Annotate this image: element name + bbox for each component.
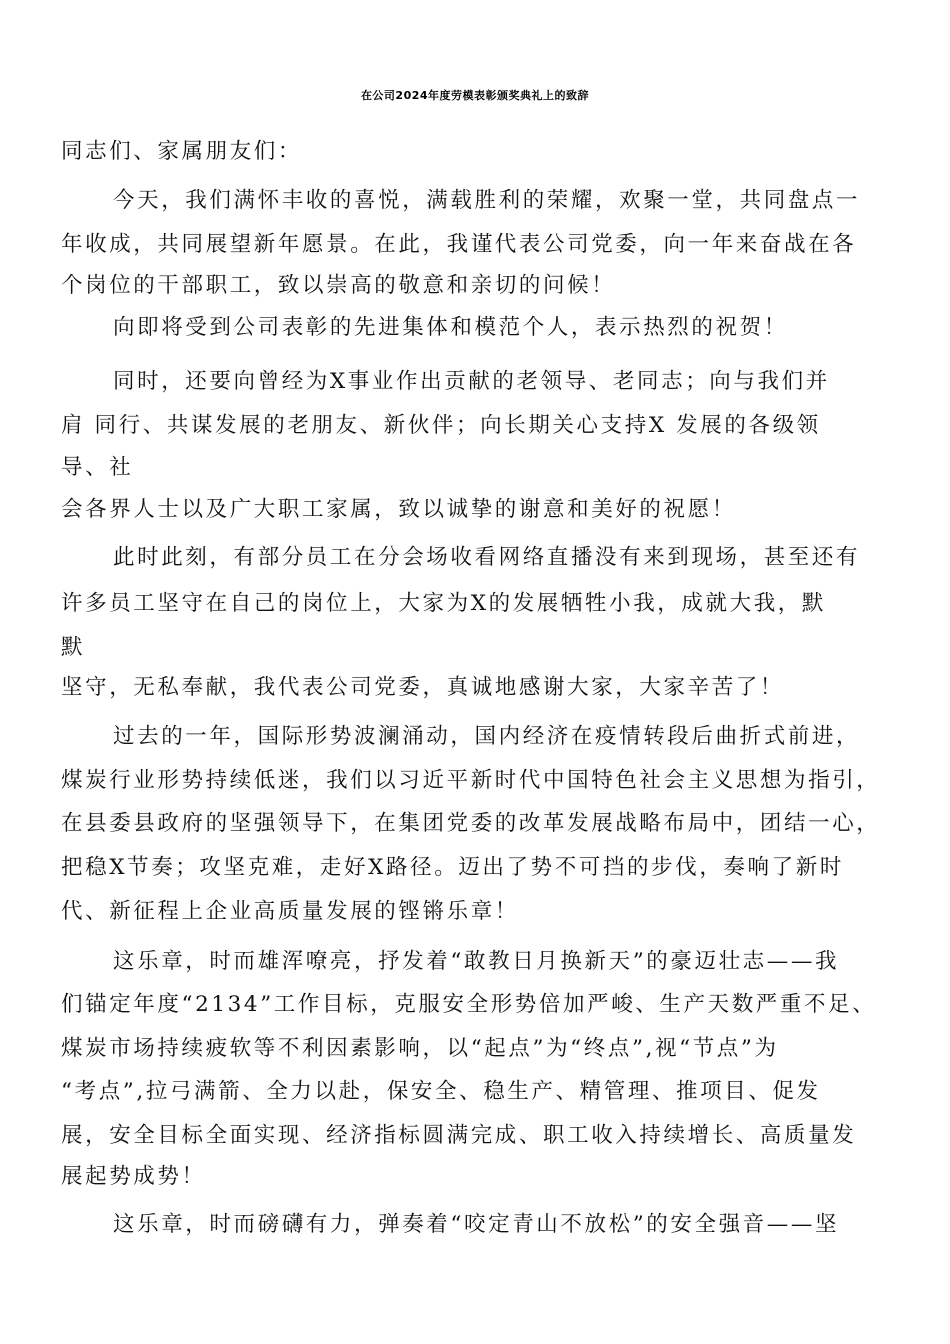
text-line: 这乐章，时而磅礴有力，弹奏着“咬定青山不放松”的安全强音——坚: [113, 1212, 840, 1237]
text-line: 导、社: [61, 455, 134, 480]
text-line: 坚守，无私奉献，我代表公司党委，真诚地感谢大家，大家辛苦了！: [61, 675, 785, 700]
text-line: 展起势成势！: [61, 1164, 206, 1189]
text-line: 煤炭市场持续疲软等不利因素影响，以“起点”为“终点”,视“节点”为: [61, 1036, 779, 1061]
text-line: 们锚定年度“2134”工作目标，克服安全形势倍加严峻、生产天数严重不足、: [61, 992, 877, 1017]
text-line: “考点”,拉弓满箭、全力以赴，保安全、稳生产、精管理、推项目、促发: [61, 1079, 821, 1104]
text-line: 在县委县政府的坚强领导下，在集团党委的改革发展战略布局中，团结一心，: [61, 811, 881, 836]
text-line: 肩 同行、共谋发展的老朋友、新伙伴；向长期关心支持X 发展的各级领: [61, 413, 821, 438]
text-line: 代、新征程上企业高质量发展的铿锵乐章！: [61, 899, 519, 924]
text-line: 把稳X节奏；攻坚克难，走好X路径。迈出了势不可挡的步伐，奏响了新时: [61, 855, 844, 880]
text-line: 今天，我们满怀丰收的喜悦，满载胜利的荣耀，欢聚一堂，共同盘点一: [113, 188, 861, 213]
text-line: 此时此刻，有部分员工在分会场收看网络直播没有来到现场，甚至还有: [113, 545, 861, 570]
text-line: 会各界人士以及广大职工家属，致以诚挚的谢意和美好的祝愿！: [61, 497, 736, 522]
document-title: 在公司2024年度劳模表彰颁奖典礼上的致辞: [360, 89, 590, 102]
text-line: 许多员工坚守在自己的岗位上，大家为X的发展牺牲小我，成就大我，默: [61, 591, 827, 616]
text-line: 年收成，共同展望新年愿景。在此，我谨代表公司党委，向一年来奋战在各: [61, 232, 857, 257]
text-line: 向即将受到公司表彰的先进集体和模范个人，表示热烈的祝贺！: [113, 315, 788, 340]
salutation-line: 同志们、家属朋友们：: [61, 139, 303, 164]
text-line: 展，安全目标全面实现、经济指标圆满完成、职工收入持续增长、高质量发: [61, 1123, 857, 1148]
text-line: 同时，还要向曾经为X事业作出贡献的老领导、老同志；向与我们并: [113, 369, 830, 394]
text-line: 这乐章，时而雄浑嘹亮，抒发着“敢教日月换新天”的豪迈壮志——我: [113, 949, 840, 974]
text-line: 煤炭行业形势持续低迷，我们以习近平新时代中国特色社会主义思想为指引，: [61, 768, 881, 793]
text-line: 过去的一年，国际形势波澜涌动，国内经济在疫情转段后曲折式前进，: [113, 724, 861, 749]
text-line: 默: [61, 635, 86, 660]
text-line: 个岗位的干部职工，致以崇高的敬意和亲切的问候！: [61, 273, 616, 298]
